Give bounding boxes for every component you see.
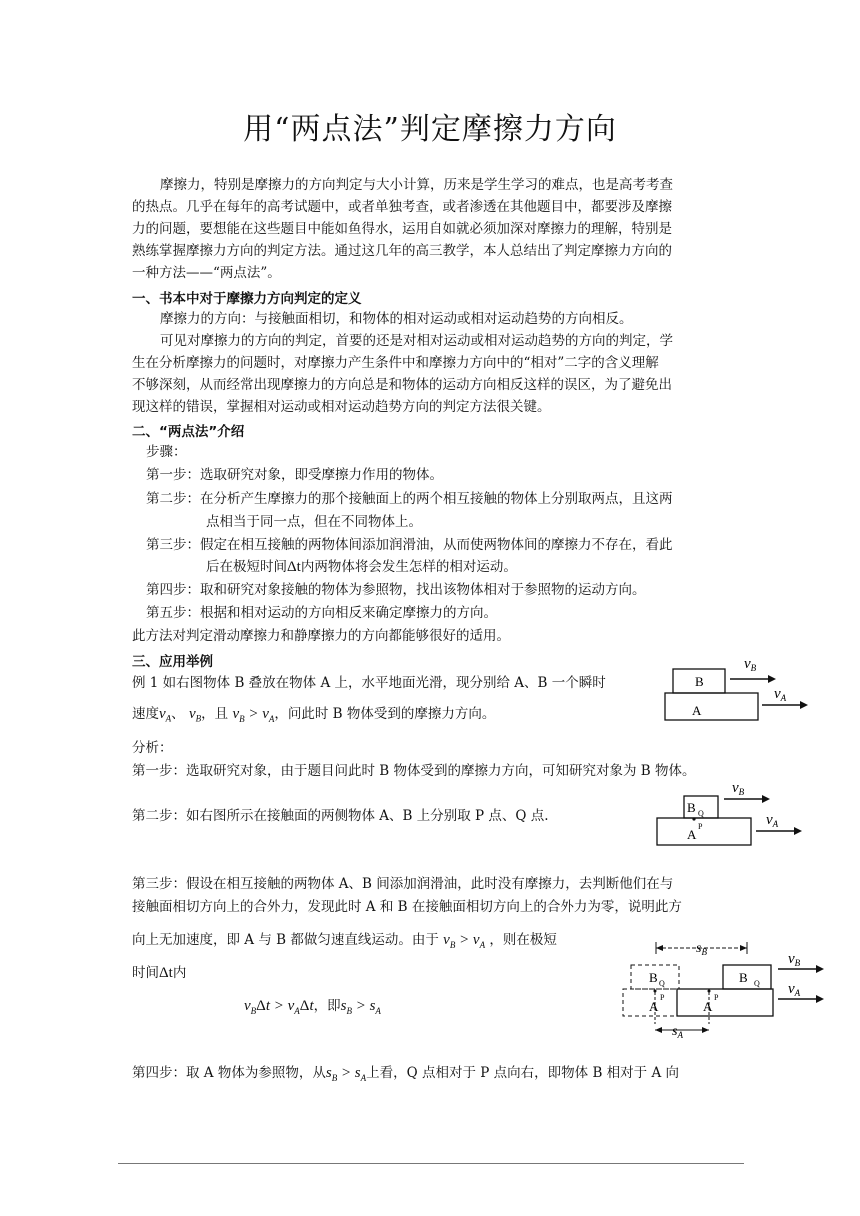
svg-text:vA: $v_A$ — [774, 686, 787, 703]
step-1: 第一步：选取研究对象，即受摩擦力作用的物体。 — [146, 467, 443, 483]
step-3-cont: 后在极短时间Δt内两物体将会发生怎样的相对运动。 — [206, 559, 517, 575]
paragraph-line: 生在分析摩擦力的问题时，对摩擦力产生条件中和摩擦力方向中的“相对”二字的含义理解 — [132, 355, 659, 371]
svg-text:Q: Q — [754, 979, 760, 988]
svg-text:A: A — [703, 999, 713, 1014]
svg-text:P: P — [698, 822, 703, 831]
block-B-label: B — [695, 674, 704, 689]
step-2: 第二步：在分析产生摩擦力的那个接触面上的两个相互接触的物体上分别取两点，且这两 — [146, 491, 673, 507]
svg-text:vA: $v_A$ — [766, 812, 779, 829]
paragraph-line: 可见对摩擦力的方向的判定，首要的还是对相对运动或相对运动趋势的方向的判定，学 — [160, 333, 673, 349]
svg-text:vB: $v_B$ — [788, 951, 801, 968]
page-title: 用“两点法”判定摩擦力方向 — [243, 112, 617, 147]
step-5: 第五步：根据和相对运动的方向相反来确定摩擦力的方向。 — [146, 605, 497, 621]
analysis-step-1: 第一步：选取研究对象，由于题目问此时 B 物体受到的摩擦力方向，可知研究对象为 B 物体。 — [132, 763, 696, 779]
svg-text:A: A — [687, 827, 697, 842]
intro-line: 力的问题，要想能在这些题目中能如鱼得水，运用自如就必须加深对摩擦力的理解，特别是 — [132, 221, 672, 237]
velocity-inequality: $v_B > v_A$ — [232, 706, 275, 724]
svg-text:P: P — [714, 993, 719, 1002]
svg-text:sB: $s_B$ — [696, 941, 707, 957]
svg-text:vA: $v_A$ — [788, 981, 801, 998]
svg-text:P: P — [660, 993, 665, 1002]
intro-line: 摩擦力，特别是摩擦力的方向判定与大小计算，历来是学生学习的难点，也是高考考查 — [160, 177, 673, 193]
analysis-step-3: 第三步：假设在相互接触的两物体 A、B 间添加润滑油，此时没有摩擦力，去判断他们在与 — [132, 876, 674, 892]
svg-text:vB: $v_B$ — [744, 656, 757, 673]
section-heading-1: 一、书本中对于摩擦力方向判定的定义 — [132, 291, 362, 307]
intro-line: 一种方法——“两点法”。 — [132, 265, 281, 281]
section-heading-3: 三、应用举例 — [132, 654, 213, 670]
analysis-step-2: 第二步：如右图所示在接触面的两侧物体 A、B 上分别取 P 点、Q 点. — [132, 808, 549, 824]
svg-text:vB: $v_B$ — [732, 780, 745, 797]
section-heading-2: 二、“两点法”介绍 — [132, 424, 245, 440]
step-3: 第三步：假定在相互接触的两物体间添加润滑油，从而使两物体间的摩擦力不存在，看此 — [146, 537, 673, 553]
velocity-B-label: v — [744, 656, 751, 672]
paragraph-line: 现这样的错误，掌握相对运动或相对运动趋势方向的判定方法很关键。 — [132, 399, 551, 415]
svg-text:Q: Q — [659, 979, 665, 988]
example-1-line-1: 例 1 如右图物体 B 叠放在物体 A 上，水平地面光滑，现分别给 A、B 一个瞬时 — [132, 675, 606, 691]
analysis-label: 分析： — [132, 740, 173, 756]
analysis-step-4: 第四步：取 A 物体为参照物，从$s_B > s_A$上看，Q 点相对于 P 点向右，即物体 B 相对于 A 向 — [132, 1065, 680, 1083]
example-1-line-2: 速度$v_A$、 $v_B$，且 $v_B > v_A$，问此时 B 物体受到的摩擦力方向。 — [132, 706, 496, 724]
block-A-label: A — [692, 703, 702, 718]
method-summary: 此方法对判定滑动摩擦力和静摩擦力的方向都能够很好的适用。 — [132, 628, 510, 644]
svg-text:B: B — [739, 970, 748, 985]
analysis-step-3-cont: 时间Δt内 — [132, 965, 187, 981]
figure-3-diagram — [620, 936, 830, 1046]
definition-text: 摩擦力的方向：与接触面相切，和物体的相对运动或相对运动趋势的方向相反。 — [160, 311, 633, 327]
velocity-A-label: v — [774, 686, 781, 702]
svg-text:B: B — [649, 970, 658, 985]
displacement-equation: $v_B\Delta t > v_A\Delta t$，即$s_B > s_A$ — [244, 998, 381, 1016]
step-4: 第四步：取和研究对象接触的物体为参照物，找出该物体相对于参照物的运动方向。 — [146, 582, 646, 598]
analysis-step-3-cont: 接触面相切方向上的合外力，发现此时 A 和 B 在接触面相切方向上的合外力为零，说明此方 — [132, 899, 682, 915]
svg-text:Q: Q — [698, 809, 704, 818]
intro-line: 熟练掌握摩擦力方向的判定方法。通过这几年的高三教学，本人总结出了判定摩擦力方向的 — [132, 243, 672, 259]
steps-label: 步骤： — [146, 444, 187, 460]
displacement-sB-label: s — [696, 941, 702, 956]
analysis-step-3-cont: 向上无加速度，即 A 与 B 都做匀速直线运动。由于 $v_B > v_A$ ，则在极短 — [132, 932, 557, 950]
intro-line: 的热点。几乎在每年的高考试题中，或者单独考查，或者渗透在其他题目中，都要涉及摩擦 — [132, 199, 672, 215]
paragraph-line: 不够深刻，从而经常出现摩擦力的方向总是和物体的运动方向相反这样的误区，为了避免出 — [132, 377, 672, 393]
footer-divider — [118, 1163, 744, 1164]
svg-text:A: A — [649, 999, 659, 1014]
figure-1-diagram — [664, 655, 824, 723]
svg-text:B: B — [687, 800, 696, 815]
step-2-cont: 点相当于同一点，但在不同物体上。 — [206, 514, 422, 530]
figure-2-diagram — [656, 780, 826, 850]
svg-text:sA: $s_A$ — [672, 1024, 683, 1040]
displacement-sA-label: s — [672, 1024, 678, 1039]
